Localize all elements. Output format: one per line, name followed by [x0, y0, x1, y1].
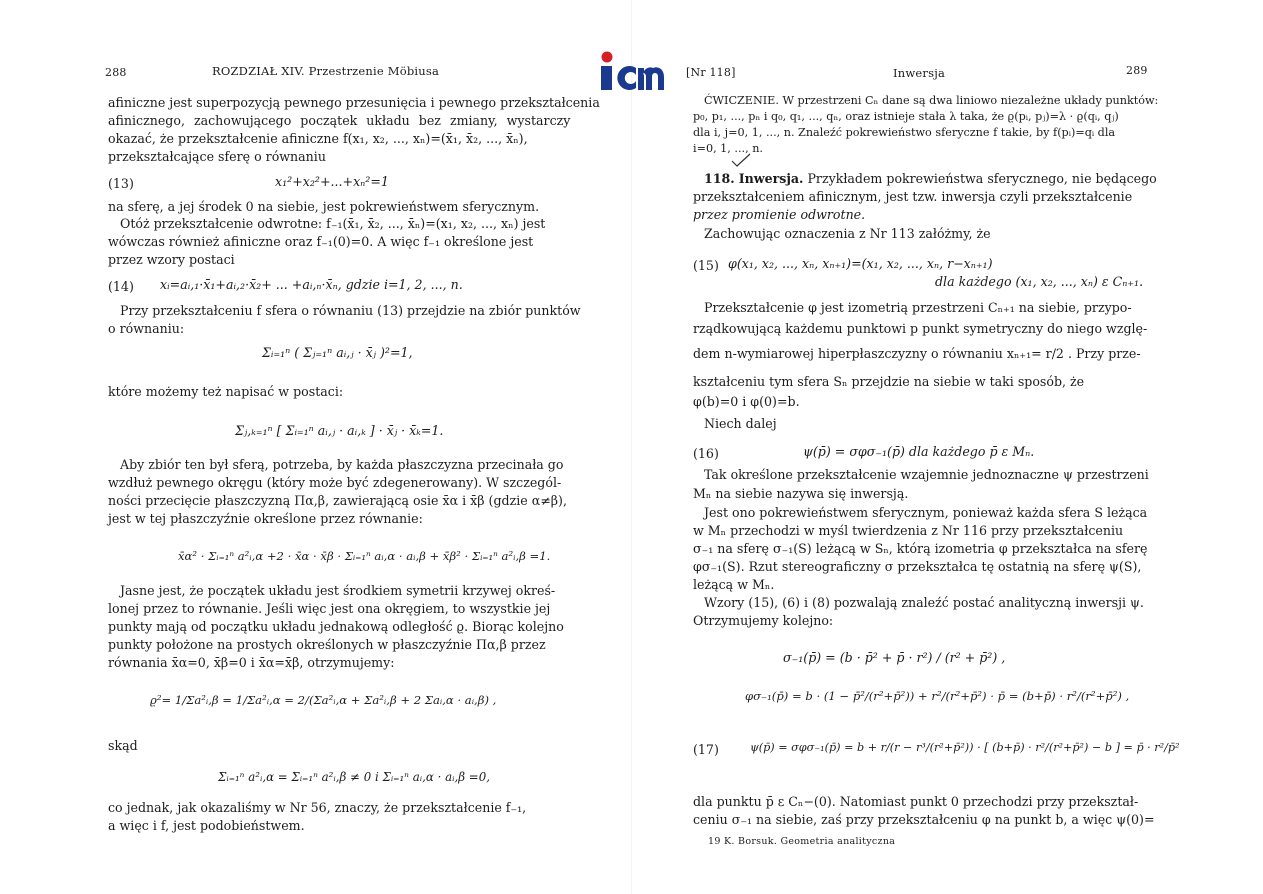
exercise-line: i=0, 1, ..., n. [693, 142, 763, 155]
text-line: punkty mają od początku układu jednakową odległość ϱ. Biorąc kolejno [108, 619, 564, 634]
text-line: a więc i f, jest podobieństwem. [108, 818, 305, 833]
text-line: wzdłuż pewnego okręgu (który może być zdegenerowany). W szczegól- [108, 475, 562, 490]
text-line: Przekształcenie φ jest izometrią przestrzeni Cₙ₊₁ na siebie, przypo- [704, 300, 1132, 315]
text-line: kształceniu tym sfera Sₙ przejdzie na siebie w taki sposób, że [693, 374, 1085, 389]
equation-quadratic-form: Σⱼ,ₖ₌₁ⁿ [ Σᵢ₌₁ⁿ aᵢ,ⱼ · aᵢ,ₖ ] · x̄ⱼ · x̄ₖ=1. [235, 423, 444, 438]
text-line: punkty położone na prostych określonych w płaszczyźnie Πα,β przez [108, 637, 546, 652]
text-line: Aby zbiór ten był sferą, potrzeba, by każda płaszczyzna przecinała go [120, 457, 564, 472]
section-title: Inwersja. [738, 171, 804, 186]
text-line: ności przecięcie płaszczyzną Πα,β, zawierającą osie x̄α i x̄β (gdzie α≠β), [108, 493, 567, 508]
equation-14: xᵢ=aᵢ,₁·x̄₁+aᵢ,₂·x̄₂+ ... +aᵢ,ₙ·x̄ₙ, gdzie i=1, 2, ..., n. [160, 277, 463, 292]
text-line: Przy przekształceniu f sfera o równaniu (13) przejdzie na zbiór punktów [120, 303, 581, 318]
equation-16: ψ(p̄) = σφσ₋₁(p̄) dla każdego p̄ ε Mₙ. [803, 444, 1035, 459]
text-line: Zachowując oznaczenia z Nr 113 załóżmy, że [704, 226, 991, 241]
text-line: skąd [108, 738, 138, 753]
equation-15: φ(x₁, x₂, ..., xₙ, xₙ₊₁)=(x₁, x₂, ..., xₙ, r−xₙ₊₁) [728, 256, 993, 271]
equation-plane-section: x̄α² · Σᵢ₌₁ⁿ a²ᵢ,α +2 · x̄α · x̄β · Σᵢ₌₁ⁿ aᵢ,α · aᵢ,β + x̄β² · Σᵢ₌₁ⁿ a²ᵢ,β =1. [178, 549, 551, 563]
text-line: przez wzory postaci [108, 252, 235, 267]
text-line: φσ₋₁(S). Rzut stereograficzny σ przekształca tę ostatnią na sferę ψ(S), [693, 559, 1142, 574]
page-number: 288 [105, 66, 127, 79]
text-line: Przykładem pokrewieństwa sferycznego, nie będącego [807, 171, 1157, 186]
equation-label: (14) [108, 279, 134, 294]
text-line: wówczas również afiniczne oraz f₋₁(0)=0. A więc f₋₁ określone jest [108, 234, 534, 249]
equation-label: (17) [693, 742, 719, 757]
text-line: Niech dalej [704, 416, 777, 431]
equation-radius: ϱ²= 1/Σa²ᵢ,β = 1/Σa²ᵢ,α = 2/(Σa²ᵢ,α + Σa²ᵢ,β + 2 Σaᵢ,α · aᵢ,β) , [150, 693, 497, 707]
text-line: okazać, że przekształcenie afiniczne f(x₁, x₂, ..., xₙ)=(x̄₁, x̄₂, ..., x̄ₙ), [108, 131, 528, 146]
text-line: Tak określone przekształcenie wzajemnie jednoznaczne ψ przestrzeni [704, 467, 1149, 482]
text-line: Wzory (15), (6) i (8) pozwalają znaleźć postać analityczną inwersji ψ. [704, 595, 1144, 610]
equation-conditions: Σᵢ₌₁ⁿ a²ᵢ,α = Σᵢ₌₁ⁿ a²ᵢ,β ≠ 0 i Σᵢ₌₁ⁿ aᵢ,α · aᵢ,β =0, [218, 770, 490, 784]
text-line: równania x̄α=0, x̄β=0 i x̄α=x̄β, otrzymujemy: [108, 655, 395, 670]
text-line: afiniczne jest superpozycją pewnego przesunięcia i pewnego przekształcenia [108, 95, 600, 110]
text-line: przekształceniem afinicznym, jest tzw. inwersja czyli przekształcenie [693, 189, 1133, 204]
text-line: ceniu σ₋₁ na siebie, zaś przy przekształceniu φ na punkt b, a więc ψ(0)= [693, 812, 1155, 827]
text-line: na sferę, a jej środek 0 na siebie, jest pokrewieństwem sferycznym. [108, 199, 540, 214]
text-line: przekształcające sferę o równaniu [108, 149, 326, 164]
text-line: σ₋₁ na sferę σ₋₁(S) leżącą w Sₙ, którą izometria φ przekształca na sferę [693, 541, 1148, 556]
section-bracket: [Nr 118] [686, 66, 736, 79]
text-line: lonej przez to równanie. Jeśli więc jest ona okręgiem, to wszystkie jej [108, 601, 551, 616]
equation-label: (16) [693, 446, 719, 461]
equation-label: (15) [693, 258, 719, 273]
pencil-check-mark-icon [730, 152, 752, 168]
text-line: leżącą w Mₙ. [693, 577, 775, 592]
text-line: w Mₙ przechodzi w myśl twierdzenia z Nr 116 przy przekształceniu [693, 523, 1124, 538]
footer-signature: 19 K. Borsuk. Geometria analityczna [708, 836, 896, 847]
text-line: dem n-wymiarowej hiperpłaszczyzny o równaniu xₙ₊₁= r/2 . Przy prze- [693, 346, 1141, 361]
text-line: o równaniu: [108, 321, 185, 336]
section-heading-line [704, 171, 1157, 187]
text-line: co jednak, jak okazaliśmy w Nr 56, znaczy, że przekształcenie f₋₁, [108, 800, 527, 815]
text-line: Otrzymujemy kolejno: [693, 613, 834, 628]
equation-13: x₁²+x₂²+...+xₙ²=1 [275, 174, 389, 189]
text-line: φ(b)=0 i φ(0)=b. [693, 394, 800, 409]
text-line: jest w tej płaszczyźnie określone przez równanie: [108, 511, 423, 526]
text-line: przez promienie odwrotne. [693, 207, 866, 222]
running-head: Inwersja [893, 66, 946, 80]
text-line: Mₙ na siebie nazywa się inwersją. [693, 486, 909, 501]
text-line: które możemy też napisać w postaci: [108, 384, 344, 399]
equation-label: (13) [108, 176, 134, 191]
equation-sigma-inverse: σ₋₁(p̄) = (b · p̄² + p̄ · r²) / (r² + p̄²) , [783, 650, 1006, 665]
exercise-line: p₀, p₁, ..., pₙ i q₀, q₁, ..., qₙ, oraz istnieje stała λ taka, że ϱ(pᵢ, pⱼ)=λ · ϱ(qᵢ, qⱼ) [693, 110, 1119, 123]
exercise-line: dla i, j=0, 1, ..., n. Znaleźć pokrewieństwo sferyczne f takie, by f(pᵢ)=qᵢ dla [693, 126, 1116, 139]
section-number: 118. [704, 171, 735, 186]
text-line: Jasne jest, że początek układu jest środkiem symetrii krzywej okreś- [120, 583, 556, 598]
equation-15-condition: dla każdego (x₁, x₂, ..., xₙ) ε Cₙ₊₁. [935, 274, 1144, 289]
equation-17: ψ(p̄) = σφσ₋₁(p̄) = b + r/(r − r³/(r²+p̄²)) · [ (b+p̄) · r²/(r²+p̄²) − b ] = p̄ · r²/p̄² [750, 741, 1180, 754]
text-line: rządkowującą każdemu punktowi p punkt symetryczny do niego wzglę- [693, 321, 1148, 336]
page-number: 289 [1126, 64, 1148, 77]
exercise-line: ĆWICZENIE. W przestrzeni Cₙ dane są dwa liniowo niezależne układy punktów: [704, 94, 1159, 107]
text-line: Otóż przekształcenie odwrotne: f₋₁(x̄₁, x̄₂, ..., x̄ₙ)=(x₁, x₂, ..., xₙ) jest [120, 216, 546, 231]
equation-sum-squares: Σᵢ₌₁ⁿ ( Σⱼ₌₁ⁿ aᵢ,ⱼ · x̄ⱼ )²=1, [262, 345, 413, 360]
text-line: afinicznego, zachowującego początek układu bez zmiany, wystarczy [108, 113, 571, 128]
text-line: dla punktu p̄ ε Cₙ−(0). Natomiast punkt 0 przechodzi przy przekształ- [693, 794, 1139, 809]
equation-phi-sigma-inverse: φσ₋₁(p̄) = b · (1 − p̄²/(r²+p̄²)) + r²/(r²+p̄²) · p̄ = (b+p̄) · r²/(r²+p̄²) , [745, 689, 1130, 703]
text-line: Jest ono pokrewieństwem sferycznym, ponieważ każda sfera S leżąca [704, 505, 1148, 520]
running-head: ROZDZIAŁ XIV. Przestrzenie Möbiusa [212, 64, 440, 78]
